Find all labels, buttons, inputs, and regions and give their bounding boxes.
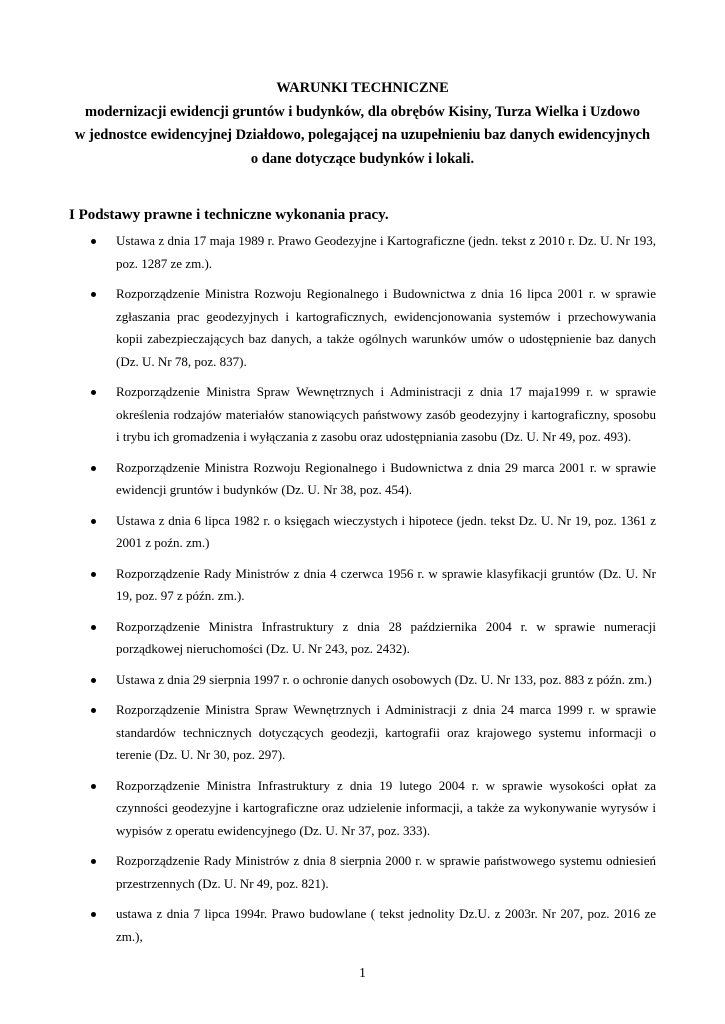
document-title [40,77,685,171]
list-item [0,775,656,843]
list-item-text: Rozporządzenie Ministra Rozwoju Regionalnego i Budownictwa z dnia 29 marca 2001 r. w sprawie ewidencji gruntów i budynków (Dz. U. Nr 38, poz. 454). [116,459,656,497]
bullet-icon [91,912,96,917]
list-item [0,230,656,275]
list-item-text: Rozporządzenie Rady Ministrów z dnia 4 czerwca 1956 r. w sprawie klasyfikacji gruntów (Dz. U. Nr 19, poz. 97 z późn. zm.). [116,565,656,603]
list-item-text: ustawa z dnia 7 lipca 1994r. Prawo budowlane ( tekst jednolity Dz.U. z 2003r. Nr 207, poz. 2016 ze zm.), [116,906,656,944]
list-item [0,616,656,661]
bullet-icon [91,466,96,471]
title-line-1: WARUNKI TECHNICZNE [276,80,449,96]
legal-basis-list [0,230,725,956]
bullet-icon [91,625,96,630]
list-item-text: Rozporządzenie Rady Ministrów z dnia 8 sierpnia 2000 r. w sprawie państwowego systemu odniesień przestrzennych (Dz. U. Nr 49, poz. 821). [116,853,656,891]
list-item-text: Rozporządzenie Ministra Spraw Wewnętrznych i Administracji z dnia 17 maja1999 r. w sprawie określenia rodzajów materiałów stanowiących państwowy zasób geodezyjny i kartograficzny, sposobu i trybu ich gromadzenia i wyłączania z zasobu oraz udostępniania zasobu (Dz. U. Nr 49, poz. 493). [116,384,656,444]
title-line-3: w jednostce ewidencyjnej Działdowo, polegającej na uzupełnieniu baz danych ewidencyjnych [74,127,651,143]
list-item-text: Rozporządzenie Ministra Infrastruktury z dnia 19 lutego 2004 r. w sprawie wysokości opłat za czynności geodezyjne i kartograficzne oraz udzielenie informacji, a także za wykonywanie wyrysów i wypisów z operatu ewidencyjnego (Dz. U. Nr 37, poz. 333). [116,777,656,838]
list-item [0,699,656,767]
list-item-text: Rozporządzenie Ministra Spraw Wewnętrznych i Administracji z dnia 24 marca 1999 r. w sprawie standardów technicznych dotyczących geodezji, kartografii oraz krajowego systemu informacji o terenie (Dz. U. Nr 30, poz. 297). [116,702,656,762]
bullet-icon [91,239,96,244]
list-item [0,381,656,449]
list-item [0,850,656,895]
list-item [0,510,656,555]
list-item-text: Ustawa z dnia 29 sierpnia 1997 r. o ochronie danych osobowych (Dz. U. Nr 133, poz. 883 z późn. zm.) [116,671,652,687]
page-number: 1 [359,965,366,980]
bullet-icon [91,784,96,789]
list-item-text: Ustawa z dnia 6 lipca 1982 r. o księgach wieczystych i hipotece (jedn. tekst Dz. U. Nr 19, poz. 1361 z 2001 z poźn. zm.) [116,512,656,550]
title-line-2: modernizacji ewidencji gruntów i budynków, dla obrębów Kisiny, Turza Wielka i Uzdowo [85,103,640,120]
bullet-icon [91,572,96,577]
list-item [0,669,656,692]
bullet-icon [91,859,96,864]
list-item [0,457,656,502]
bullet-icon [91,292,96,297]
list-item [0,283,656,373]
list-item-text: Rozporządzenie Ministra Rozwoju Regionalnego i Budownictwa z dnia 16 lipca 2001 r. w sprawie zgłaszania prac geodezyjnych i kartograficznych, ewidencjonowania systemów i przechowywania kopii zabezpieczających baz danych, a także ogólnych warunków umów o udostępnienie baz danych (Dz. U. Nr 78, poz. 837). [116,286,656,369]
bullet-icon [91,519,96,524]
section-heading: I Podstawy prawne i techniczne wykonania pracy. [69,207,389,223]
bullet-icon [91,390,96,395]
bullet-icon [91,678,96,683]
list-item-text: Rozporządzenie Ministra Infrastruktury z dnia 28 października 2004 r. w sprawie numeracji porządkowej nieruchomości (Dz. U. Nr 243, poz. 2432). [116,618,656,656]
list-item [0,563,656,608]
list-item-text: Ustawa z dnia 17 maja 1989 r. Prawo Geodezyjne i Kartograficzne (jedn. tekst z 2010 r. Dz. U. Nr 193, poz. 1287 ze zm.). [116,233,656,271]
list-item [0,903,656,948]
bullet-icon [91,708,96,713]
title-line-4: o dane dotyczące budynków i lokali. [250,150,475,167]
